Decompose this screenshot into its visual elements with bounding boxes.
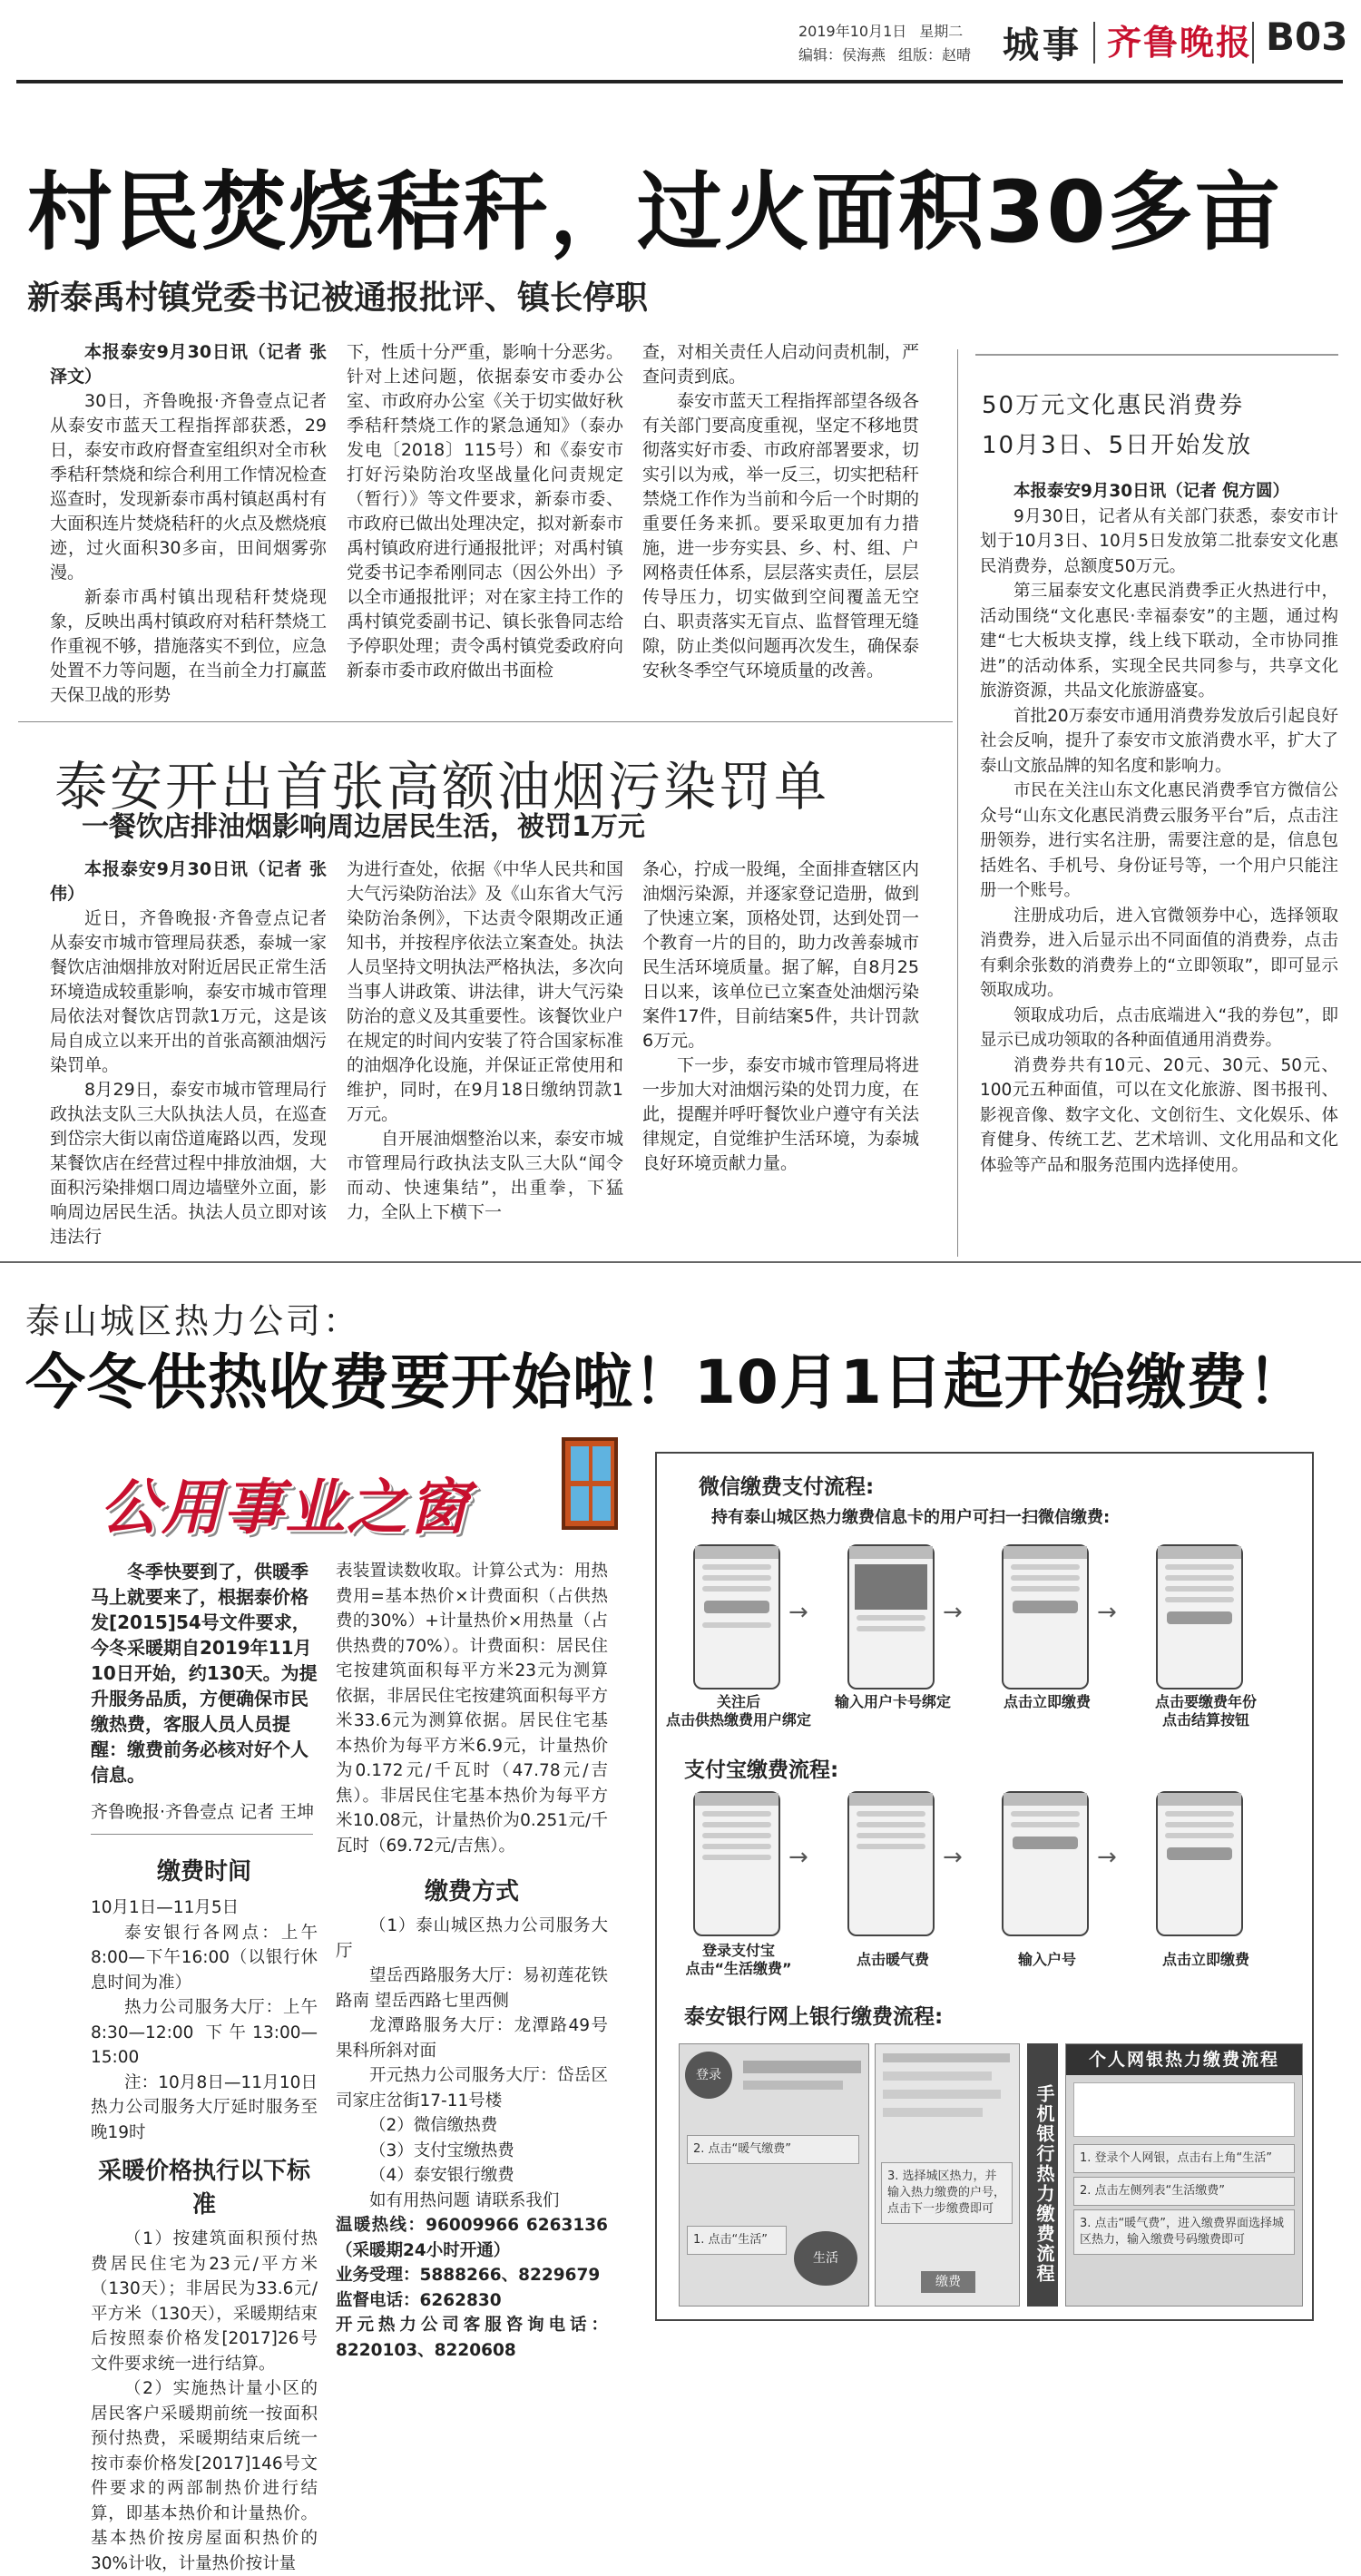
method-item: （4）泰安银行缴费 bbox=[369, 2166, 514, 2185]
notice-intro: 冬季快要到了，供暖季马上就要来了，根据泰价格发[2015]54号文件要求，今冬采暖期自2019年11月10日开始，约130天。为提升服务品质，方便确保市民缴热费，客服人员人员提醒：缴费前务必核对好个人信息。 bbox=[91, 1561, 318, 1786]
phone-screenshot bbox=[847, 1791, 935, 1936]
price-heading: 采暖价格执行以下标准 bbox=[97, 2158, 310, 2218]
bank-flow-title: 泰安银行网上银行缴费流程: bbox=[684, 2005, 944, 2029]
window-icon bbox=[558, 1434, 622, 1533]
article1-subhead: 新泰禹村镇党委书记被通报批评、镇长停职 bbox=[27, 279, 649, 317]
column-logo: 公用事业之窗 bbox=[100, 1473, 470, 1543]
method-item: （1）泰山城区热力公司服务大厅 bbox=[336, 1916, 608, 1961]
article1-paragraph: 新泰市禹村镇出现秸秆焚烧现象，反映出禹村镇政府对秸秆禁烧工作重视不够，措施落实不到位，应急处置不力等问题，在当前全力打赢蓝天保卫战的形势 bbox=[50, 587, 327, 705]
time-details bbox=[91, 1895, 318, 2145]
phone-screenshot bbox=[1002, 1544, 1089, 1690]
notice-byline: 齐鲁晚报·齐鲁壹点 记者 王坤 bbox=[91, 1802, 315, 1822]
hotline-heading: 如有用热问题 请联系我们 bbox=[369, 2190, 560, 2210]
article2-column-1 bbox=[50, 857, 327, 1249]
header-rule bbox=[16, 80, 1343, 83]
phone-screenshot bbox=[1002, 1791, 1089, 1936]
bank-step-note: 1. 点击“生活” bbox=[687, 2226, 787, 2255]
method-item: （3）支付宝缴热费 bbox=[369, 2140, 514, 2160]
article2-column-3 bbox=[642, 857, 919, 1176]
wechat-step-caption: 点击要缴费年份 点击结算按钮 bbox=[1154, 1693, 1257, 1729]
article2-lead: 本报泰安9月30日讯（记者 张伟） bbox=[50, 859, 327, 904]
hotline: 温暖热线：96009966 6263136（采暖期24小时开通） bbox=[336, 2216, 608, 2260]
section-name: 城事 bbox=[1003, 24, 1082, 66]
wechat-step-caption: 关注后 点击供热缴费用户绑定 bbox=[666, 1693, 812, 1729]
phone-screenshot bbox=[1156, 1544, 1243, 1690]
time-bank: 泰安银行各网点：上午8:00—下午16:00（以银行休息时间为准） bbox=[91, 1923, 318, 1993]
sidebar-paragraph: 首批20万泰安市通用消费券发放后引起良好社会反响，提升了泰安市文旅消费水平，扩大了泰山文旅品牌的知名度和影响力。 bbox=[980, 706, 1338, 776]
article2-paragraph: 条心，拧成一股绳，全面排查辖区内油烟污染源，并逐家登记造册，做到了快速立案，顶格处罚，达到处罚一个教育一片的目的，助力改善泰城市民生活环境质量。据了解，自8月25日以来，该单位已立案查处油烟污染案件17件，目前结案5件，共计罚款6万元。 bbox=[642, 859, 919, 1051]
header-divider bbox=[1093, 22, 1095, 64]
sidebar-paragraph: 第三届泰安文化惠民消费季正火热进行中，活动围绕“文化惠民·幸福泰安”的主题，通过构建“七大板块支撑，线上线下联动，全市协同推进”的活动体系，实现全民共同参与，共享文化旅游资源，共品文化旅游盛宴。 bbox=[980, 582, 1338, 700]
sidebar-paragraph: 注册成功后，进入官微领券中心，选择领取消费券，进入后显示出不同面值的消费券，点击有剩余张数的消费券上的“立即领取”，即可显示领取成功。 bbox=[980, 906, 1338, 1000]
bank-step-note: 2. 点击“暖气缴费” bbox=[687, 2135, 859, 2164]
price-item: （1）按建筑面积预付热费居民住宅为23元/平方米（130天）；非居民为33.6元/平方米（130天），采暖期结束后按照泰价格发[2017]26号文件要求统一进行结算。 bbox=[91, 2229, 318, 2374]
article2-subhead: 一餐饮店排油烟影响周边居民生活，被罚1万元 bbox=[82, 811, 645, 843]
byline-rule bbox=[91, 1834, 313, 1835]
bank-mobile-label: 手机银行热力缴费流程 bbox=[1027, 2043, 1058, 2307]
phone-screenshot bbox=[693, 1544, 780, 1690]
article1-paragraph: 查，对相关责任人启动问责机制，严查问责到底。 bbox=[642, 342, 919, 387]
method-item: 望岳西路服务大厅：易初莲花铁路南 望岳西路七里西侧 bbox=[336, 1966, 608, 2011]
price-formula-text: 表装置读数收取。计算公式为：用热费用=基本热价×计费面积（占供热费的30%）+计量热价×用热量（占供热费的70%）。计费面积：居民住宅按建筑面积每平方米23元为测算依据，非居民住宅按建筑面积每平方米33.6元为测算依据。居民住宅基本热价为每平方米6.9元，计量热价为0.172元/千瓦时（47.78元/吉焦）。非居民住宅基本热价为每平方米10.08元，计量热价为0.251元/千瓦时（69.72元/吉焦）。 bbox=[336, 1562, 608, 1856]
article2-column-2 bbox=[347, 857, 623, 1225]
bank-life-mark: 生活 bbox=[794, 2231, 857, 2286]
time-hall: 热力公司服务大厅：上午8:30—12:00 下午13:00—15:00 bbox=[91, 1998, 318, 2067]
wechat-step-caption: 输入用户卡号绑定 bbox=[834, 1693, 951, 1710]
header-date: 2019年10月1日 bbox=[798, 23, 907, 40]
arrow-right-icon: → bbox=[1097, 1599, 1117, 1626]
sidebar-title-line: 10月3日、5日开始发放 bbox=[982, 432, 1253, 459]
price-item: （2）实施热计量小区的居民客户采暖期前统一按面积预付热费，采暖期结束后统一按市泰价格发[2017]146号文件要求的两部制热价进行结算，即基本热价和计量热价。基本热价按房屋面积热价的30%计收，计量热价按计量 bbox=[91, 2379, 318, 2573]
wechat-flow-title: 微信缴费支付流程: bbox=[699, 1475, 875, 1499]
article2-paragraph: 近日，齐鲁晚报·齐鲁壹点记者从泰安市城市管理局获悉，泰城一家餐饮店油烟排放对附近居民正常生活环境造成较重影响，泰安市城市管理局依法对餐饮店罚款1万元，这是该局自成立以来开出的首张高额油烟污染罚单。 bbox=[50, 908, 327, 1075]
bank-pay-mark: 缴费 bbox=[921, 2271, 975, 2293]
paper-logo: 齐鲁晚报 bbox=[1107, 22, 1253, 63]
service-line: 业务受理：5888266、8229679 bbox=[336, 2266, 601, 2285]
page-number: B03 bbox=[1266, 15, 1348, 59]
bank-web-note: 3. 点击“暖气费”，进入缴费界面选择城区热力，输入缴费号码缴费即可 bbox=[1073, 2209, 1295, 2255]
section-divider bbox=[18, 721, 953, 722]
wechat-flow-subtitle: 持有泰山城区热力缴费信息卡的用户可扫一扫微信缴费: bbox=[711, 1508, 1111, 1527]
article1-lead: 本报泰安9月30日讯（记者 张泽文） bbox=[50, 342, 327, 387]
bank-web-screenshot bbox=[1065, 2043, 1303, 2307]
article2-paragraph: 自开展油烟整治以来，泰安市城市管理局行政执法支队三大队“闻令而动、快速集结”，出重拳，下猛力，全队上下横下一 bbox=[347, 1129, 623, 1222]
alipay-step-caption: 输入户号 bbox=[1017, 1951, 1076, 1968]
sidebar-paragraph: 消费券共有10元、20元、30元、50元、100元五种面值，可以在文化旅游、图书报刊、影视音像、数字文化、文创衍生、文化娱乐、体育健身、传统工艺、艺术培训、文化用品和文化体验等产品和服务范围内选择使用。 bbox=[980, 1055, 1338, 1175]
alipay-flow-title: 支付宝缴费流程: bbox=[684, 1758, 839, 1782]
arrow-right-icon: → bbox=[1097, 1844, 1117, 1871]
kaiyuan-line: 开元热力公司客服咨询电话：8220103、8220608 bbox=[336, 2316, 608, 2360]
article1-column-2 bbox=[347, 340, 623, 683]
sidebar-paragraph: 9月30日，记者从有关部门获悉，泰安市计划于10月3日、10月5日发放第二批泰安文化惠民消费券，总额度50万元。 bbox=[980, 506, 1338, 576]
method-item: 开元热力公司服务大厅：岱岳区司家庄岔街17-11号楼 bbox=[336, 2066, 608, 2111]
phone-screenshot bbox=[847, 1544, 935, 1690]
article2-paragraph: 8月29日，泰安市城市管理局行政执法支队三大队执法人员，在巡查到岱宗大街以南岱道庵路以西，发现某餐饮店在经营过程中排放油烟，大面积污染排烟口周边墙壁外立面，影响周边居民生活。执法人员立即对该违法行 bbox=[50, 1080, 327, 1247]
notice-headline: 今冬供热收费要开始啦！10月1日起开始缴费！ bbox=[25, 1347, 1308, 1417]
payment-flow-box bbox=[655, 1452, 1314, 2321]
arrow-right-icon: → bbox=[788, 1844, 808, 1871]
sidebar-rule bbox=[975, 354, 1338, 356]
header-editor: 编辑：侯海燕 bbox=[798, 46, 886, 64]
price-formula bbox=[336, 1559, 608, 1858]
price-details bbox=[91, 2227, 318, 2576]
header-layout: 组版：赵晴 bbox=[898, 46, 972, 64]
article1-paragraph: 泰安市蓝天工程指挥部望各级各有关部门要高度重视，坚定不移地贯彻落实好市委、市政府部署要求，切实引以为戒，举一反三，切实把秸秆禁烧工作作为当前和今后一个时期的重要任务来抓。要采取更加有力措施，进一步夯实县、乡、村、组、户网格责任体系，层层落实责任，层层传导压力，切实做到空间覆盖无空白、职责落实无盲点、监督管理无缝隙，防止类似问题再次发生，确保泰安秋冬季空气环境质量的改善。 bbox=[642, 391, 919, 681]
notice-mid-column bbox=[336, 1559, 608, 2363]
time-range: 10月1日—11月5日 bbox=[91, 1898, 240, 1917]
method-heading: 缴费方式 bbox=[424, 1878, 519, 1905]
method-item: （2）微信缴热费 bbox=[369, 2116, 498, 2135]
article2-headline: 泰安开出首张高额油烟污染罚单 bbox=[54, 756, 830, 818]
sidebar-body bbox=[980, 479, 1338, 1178]
arrow-right-icon: → bbox=[788, 1599, 808, 1626]
time-note: 注：10月8日—11月10日热力公司服务大厅延时服务至晚19时 bbox=[91, 2072, 318, 2142]
alipay-step-caption: 点击暖气费 bbox=[856, 1951, 929, 1968]
alipay-step-caption: 点击立即缴费 bbox=[1161, 1951, 1249, 1968]
bank-step-note: 3. 选择城区热力，并输入热力缴费的户号，点击下一步缴费即可 bbox=[881, 2162, 1013, 2224]
bank-web-title: 个人网银热力缴费流程 bbox=[1066, 2044, 1302, 2075]
bank-app-screenshot bbox=[875, 2043, 1020, 2307]
arrow-right-icon: → bbox=[943, 1599, 963, 1626]
article1-paragraph: 下，性质十分严重，影响十分恶劣。针对上述问题，依据泰安市委办公室、市政府办公室《关于切实做好秋季秸秆禁烧工作的紧急通知》（泰办发电〔2018〕115号）和《泰安市打好污染防治攻坚战量化问责规定（暂行）》等文件要求，新泰市委、市政府已做出处理决定，拟对新泰市禹村镇政府进行通报批评；对禹村镇党委书记李希刚同志（因公外出）予以全市通报批评；对在家主持工作的禹村镇党委副书记、镇长张鲁同志给予停职处理；责令禹村镇党委政府向新泰市委市政府做出书面检 bbox=[347, 342, 623, 681]
sidebar-paragraph: 领取成功后，点击底端进入“我的券包”，即显示已成功领取的各种面值通用消费券。 bbox=[980, 1005, 1338, 1050]
header-dateline bbox=[798, 20, 1034, 67]
notice-label: 泰山城区热力公司： bbox=[25, 1301, 361, 1341]
section-divider bbox=[0, 1261, 1361, 1263]
sidebar-divider bbox=[957, 349, 958, 1257]
method-list bbox=[336, 1914, 608, 2363]
wechat-step-caption: 点击立即缴费 bbox=[1003, 1693, 1091, 1710]
article2-paragraph: 下一步，泰安市城市管理局将进一步加大对油烟污染的处罚力度，在此，提醒并呼吁餐饮业户遵守有关法律规定，自觉维护生活环境，为泰城良好环境贡献力量。 bbox=[642, 1055, 919, 1173]
notice-left-column bbox=[91, 1559, 318, 2576]
phone-screenshot bbox=[1156, 1791, 1243, 1936]
bank-login-mark: 登录 bbox=[685, 2052, 732, 2099]
sidebar-lead: 本报泰安9月30日讯（记者 倪方圆） bbox=[1013, 482, 1290, 501]
header-weekday: 星期二 bbox=[919, 23, 964, 40]
bank-web-note: 1. 登录个人网银，点击右上角“生活” bbox=[1073, 2144, 1295, 2173]
header-divider bbox=[1252, 22, 1254, 64]
article1-column-3 bbox=[642, 340, 919, 683]
article1-headline: 村民焚烧秸秆，过火面积30多亩 bbox=[27, 163, 1282, 262]
article2-paragraph: 为进行查处，依据《中华人民共和国大气污染防治法》及《山东省大气污染防治条例》，下达责令限期改正通知书，并按程序依法立案查处。执法人员坚持文明执法严格执法，多次向当事人讲政策、讲法律，讲大气污染防治的意义及其重要性。该餐饮业户在规定的时间内安装了符合国家标准的油烟净化设施，并保证正常使用和维护，同时，在9月18日缴纳罚款1万元。 bbox=[347, 859, 623, 1124]
arrow-right-icon: → bbox=[943, 1844, 963, 1871]
sidebar-title bbox=[982, 386, 1252, 465]
sidebar-title-line: 50万元文化惠民消费券 bbox=[982, 392, 1245, 419]
bank-app-screenshot bbox=[679, 2043, 869, 2307]
article1-paragraph: 30日，齐鲁晚报·齐鲁壹点记者从泰安市蓝天工程指挥部获悉，29日，泰安市政府督查室组织对全市秋季秸秆禁烧和综合利用工作情况检查巡查时，发现新泰市禹村镇赵禹村有大面积连片焚烧秸秆的火点及燃烧痕迹，过火面积30多亩，田间烟雾弥漫。 bbox=[50, 391, 327, 583]
alipay-step-caption: 登录支付宝 点击“生活缴费” bbox=[685, 1942, 792, 1977]
phone-screenshot bbox=[693, 1791, 780, 1936]
time-heading: 缴费时间 bbox=[156, 1858, 251, 1885]
article1-column-1 bbox=[50, 340, 327, 708]
supervise-line: 监督电话：6262830 bbox=[336, 2290, 502, 2310]
sidebar-paragraph: 市民在关注山东文化惠民消费季官方微信公众号“山东文化惠民消费云服务平台”后，点击注册领券，进行实名注册，需要注意的是，信息包括姓名、手机号、身份证号等，一个用户只能注册一个账号。 bbox=[980, 781, 1338, 900]
bank-web-note: 2. 点击左侧列表“生活缴费” bbox=[1073, 2177, 1295, 2206]
method-item: 龙潭路服务大厅：龙潭路49号 果科所斜对面 bbox=[336, 2016, 608, 2061]
